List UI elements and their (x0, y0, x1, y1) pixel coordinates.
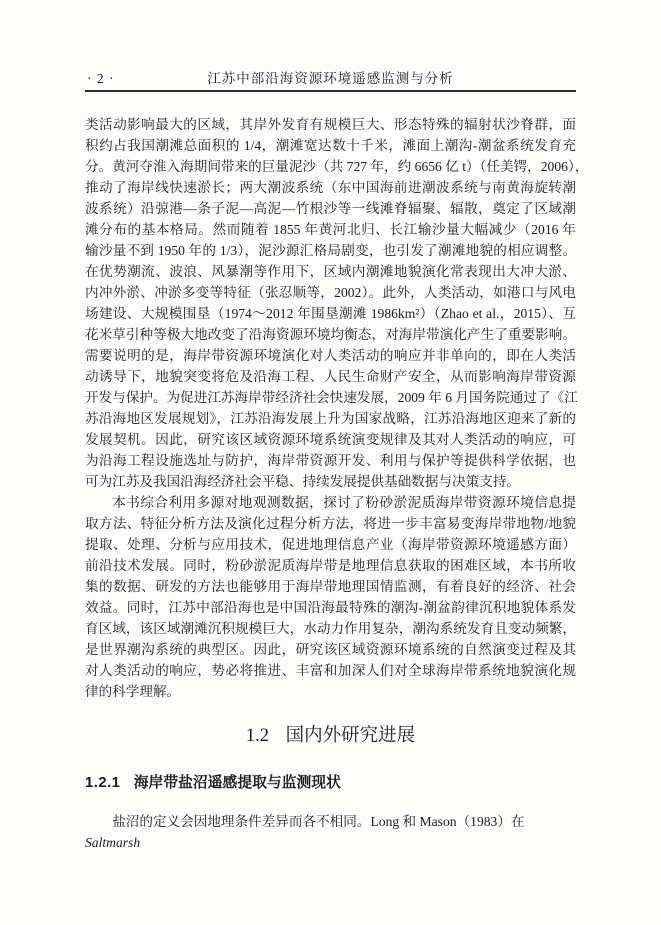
paragraph-saltmarsh (85, 811, 576, 853)
text-line: 本书综合利用多源对地观测数据，探讨了粉砂淤泥质海岸带资源环境信息提 (112, 495, 576, 510)
text-line: 开发与保护。为促进江苏海岸带经济社会快速发展，2009 年 6 月国务院通过了《江 (85, 390, 578, 405)
saltmarsh-italic-term: Saltmarsh (85, 835, 141, 850)
subsection-number: 1.2.1 (85, 775, 121, 791)
text-line: 为沿海工程设施选址与防护，海岸带资源开发、利用与保护等提供科学依据，也 (85, 453, 576, 468)
running-title: 江苏中部沿海资源环境遥感监测与分析 (207, 71, 454, 86)
text-line: 需要说明的是，海岸带资源环境演化对人类活动的响应并非单向的，即在人类活 (85, 348, 576, 363)
paragraph-saltmarsh-text: 盐沼的定义会因地理条件差异而各不相同。Long 和 Mason（1983）在 (112, 814, 525, 829)
text-line: 前沿技术发展。同时，粉砂淤泥质海岸带是地理信息获取的困难区域，本书所收 (85, 558, 576, 573)
text-line: 动诱导下，地貌突变将危及沿海工程、人民生命财产安全，从而影响海岸带资源 (85, 369, 576, 384)
text-line: 滩分布的基本格局。然而随着 1855 年黄河北归、长江输沙量大幅减少（2016 年 (85, 222, 576, 237)
subsection-heading (85, 773, 576, 793)
text-line: 输沙量不到 1950 年的 1/3），泥沙源汇格局剧变，也引发了潮滩地貌的相应调整。 (85, 243, 576, 258)
body-paragraphs (85, 114, 589, 702)
section-heading (85, 723, 576, 749)
text-line: 分。黄河夺淮入海期间带来的巨量泥沙（共 727 年，约 6656 亿 t）（任美锷，2006）， (85, 159, 589, 174)
text-line: 花米草引种等极大地改变了沿海资源环境均衡态，对海岸带演化产生了重要影响。 (85, 327, 576, 342)
text-line: 可为江苏及我国沿海经济社会平稳、持续发展提供基础数据与决策支持。 (85, 474, 520, 489)
section-title: 国内外研究进展 (285, 726, 416, 746)
text-line: 取方法、特征分析方法及演化过程分析方法，将进一步丰富易变海岸带地物/地貌 (85, 516, 576, 531)
subsection-title: 海岸带盐沼遥感提取与监测现状 (133, 775, 341, 791)
text-line: 苏沿海地区发展规划》，江苏沿海发展上升为国家战略，江苏沿海地区迎来了新的 (85, 411, 576, 426)
text-line: 对人类活动的响应，势必将推进、丰富和加深人们对全球海岸带系统地貌演化规 (85, 663, 576, 678)
text-line: 推动了海岸线快速淤长；两大潮波系统（东中国海前进潮波系统与南黄海旋转潮 (85, 180, 576, 195)
text-line: 律的科学理解。 (85, 684, 181, 699)
text-line: 波系统）沿弶港—条子泥—高泥—竹根沙等一线滩脊辐聚、辐散，奠定了区域潮 (85, 201, 576, 216)
text-line: 内冲外淤、冲淤多变等特征（张忍顺等，2002）。此外，人类活动，如港口与风电 (85, 285, 576, 300)
text-line: 场建设、大规模围垦（1974～2012 年围垦潮滩 1986km²）（Zhao et al.，2015）、互 (85, 306, 576, 321)
text-line: 积约占我国潮滩总面积的 1/4，潮滩宽达数十千米，滩面上潮沟-潮盆系统发育充 (85, 138, 576, 153)
text-line: 提取、处理、分析与应用技术，促进地理信息产业（海岸带资源环境遥感方面） (85, 537, 576, 552)
text-line: 发展契机。因此，研究该区域资源环境系统演变规律及其对人类活动的响应，可 (85, 432, 576, 447)
text-line: 类活动影响最大的区域，其岸外发育有规模巨大、形态特殊的辐射状沙脊群，面 (85, 117, 576, 132)
text-line: 集的数据、研发的方法也能够用于海岸带地理国情监测，有着良好的经济、社会 (85, 579, 576, 594)
page-header (85, 71, 576, 92)
text-line: 育区域，该区域潮滩沉积规模巨大，水动力作用复杂，潮沟系统发育且变动频繁， (85, 621, 576, 636)
page-number: · 2 · (87, 71, 115, 86)
text-line: 在优势潮流、波浪、风暴潮等作用下，区域内潮滩地貌演化常表现出大冲大淤、 (85, 264, 576, 279)
text-line: 效益。同时，江苏中部沿海也是中国沿海最特殊的潮沟-潮盆韵律沉积地貌体系发 (85, 600, 576, 615)
section-number: 1.2 (245, 726, 269, 746)
text-line: 是世界潮沟系统的典型区。因此，研究该区域资源环境系统的自然演变过程及其 (85, 642, 576, 657)
